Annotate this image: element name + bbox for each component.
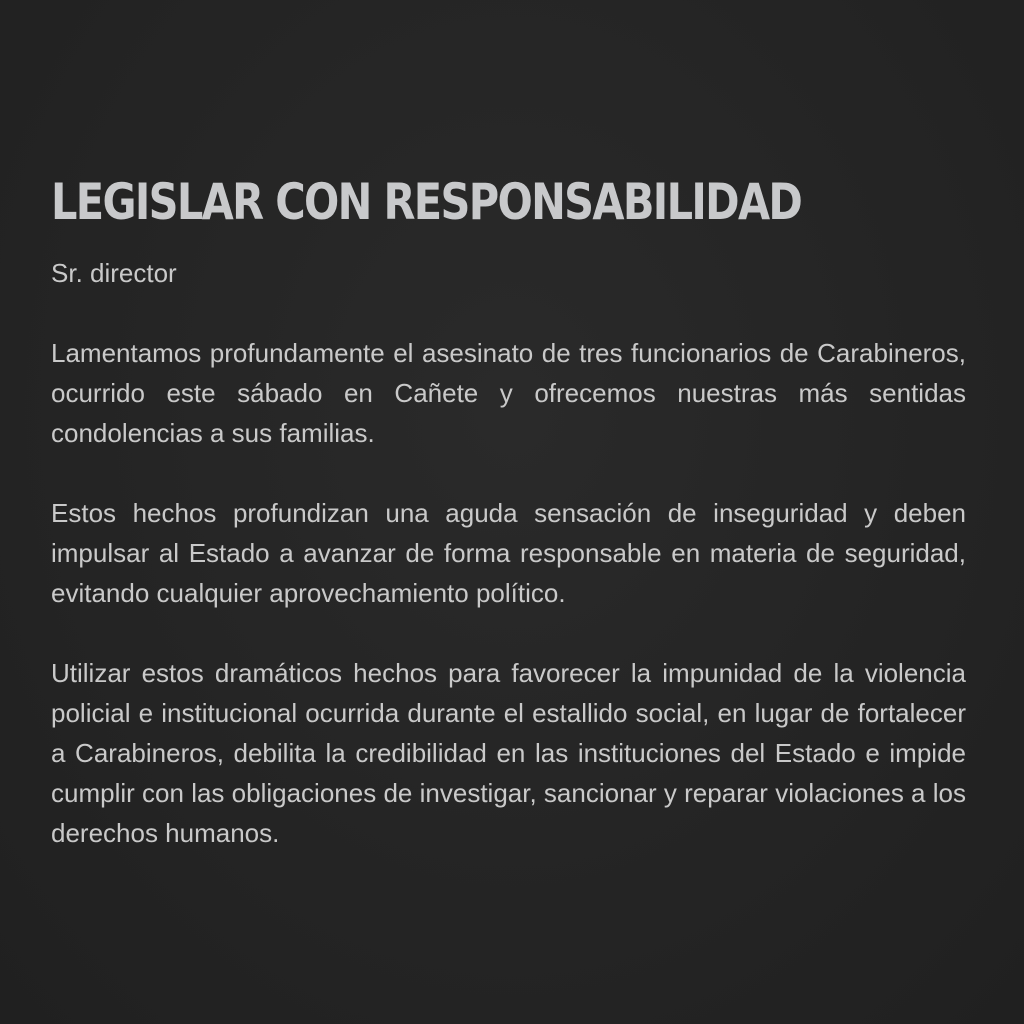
letter-title: LEGISLAR CON RESPONSABILIDAD xyxy=(51,173,802,231)
paragraph-condolences: Lamentamos profundamente el asesinato de tres funcionarios de Carabineros, ocurrido este sábado en Cañete y ofrecemos nuestras más sentidas condolencias a sus familias. xyxy=(51,338,966,448)
paragraph-impunity: Utilizar estos dramáticos hechos para favorecer la impunidad de la violencia policial e institucional ocurrida durante el estallido social, en lugar de fortalecer a Carabineros, debilita la credibilidad en las instituciones del Estado e impide cumplir con las obligaciones de investigar, sancionar y reparar violaciones a los derechos humanos. xyxy=(51,658,966,848)
letter-salutation: Sr. director xyxy=(51,258,177,288)
paragraph-insecurity: Estos hechos profundizan una aguda sensación de inseguridad y deben impulsar al Estado a avanzar de forma responsable en materia de seguridad, evitando cualquier aprovechamiento político. xyxy=(51,498,966,608)
letter xyxy=(51,165,966,853)
